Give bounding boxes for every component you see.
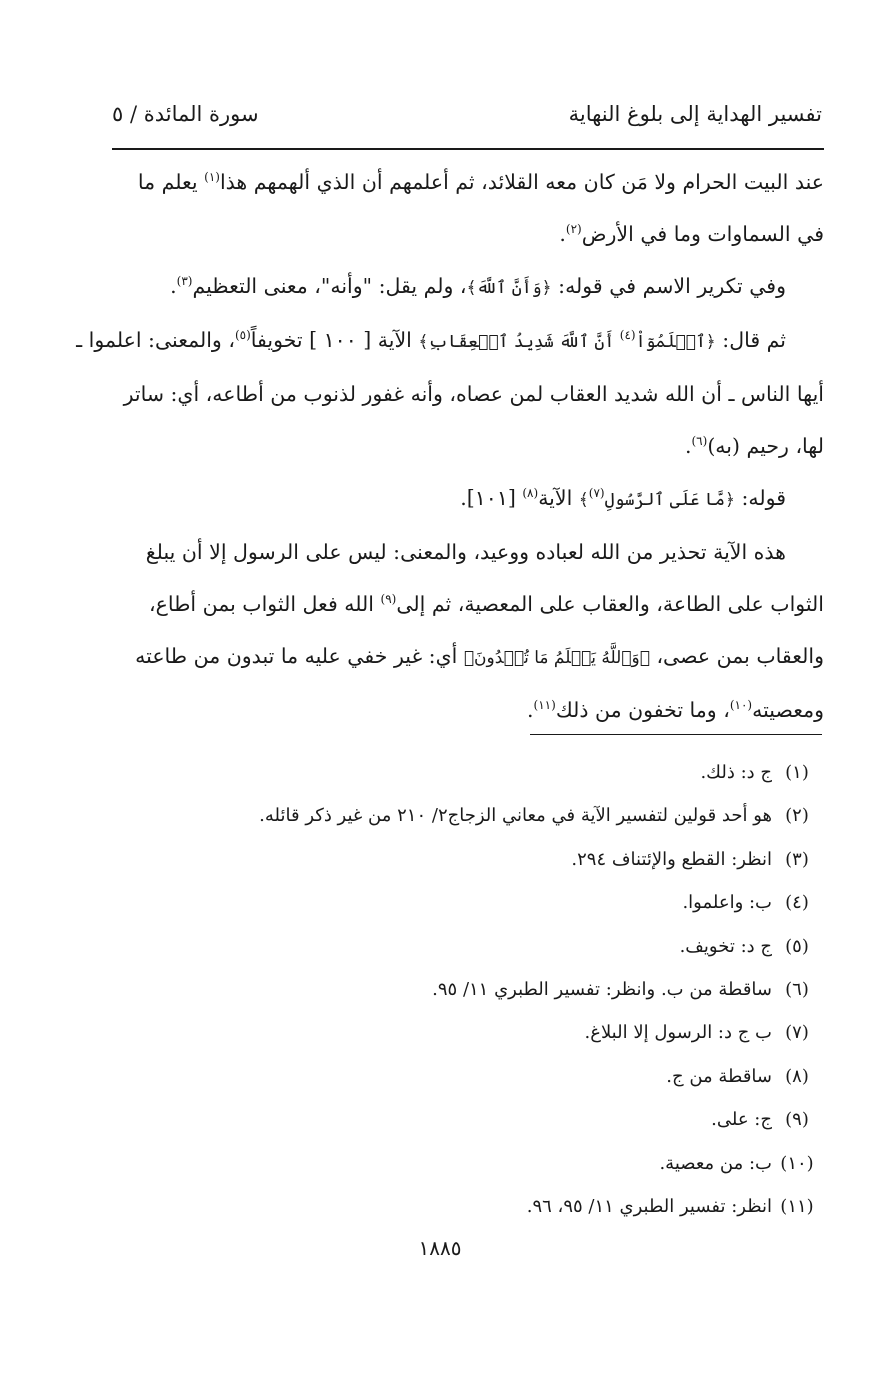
quran-verse: ﴿ٱعۡلَمُوٓاْ [635,332,716,352]
footnote-number: (٩) [785,1109,809,1131]
text-line [112,208,824,260]
header-divider [112,148,824,150]
footnote-item [102,892,822,935]
footnote-marker[interactable]: (٨) [522,486,539,501]
text-segment: [١٠١]. [460,486,523,510]
text-segment: يعلم ما [137,170,205,194]
paragraph-2 [112,260,824,314]
footnote-number: (١) [785,762,809,783]
footnote-marker[interactable]: (٤) [619,328,636,343]
text-segment: لها، رحيم (به) [707,434,824,458]
footnote-item [102,1066,822,1109]
text-segment: قوله: [734,486,786,510]
text-line [112,578,824,630]
footnote-text: ج د: ذلك. [700,762,772,783]
text-segment: الآية [538,486,579,510]
text-segment: عند البيت الحرام ولا مَن كان معه القلائد، ثم أعلمهم أن الذي ألهمهم هذا [219,170,824,194]
text-segment: أي: غير خفي عليه ما تبدون من طاعته [135,644,464,668]
text-line [112,368,824,420]
footnote-item [102,1109,822,1152]
footnote-marker[interactable]: (٦) [691,434,708,449]
footnote-item [102,1153,822,1196]
footnote-text: ج د: تخويف. [679,935,772,957]
footnote-number: (٤) [785,892,809,914]
text-segment: الله فعل الثواب بمن أطاع، [149,592,381,616]
text-segment: هذه الآية تحذير من الله لعباده ووعيد، والمعنى: ليس على الرسول إلا أن يبلغ [145,540,786,564]
footnote-text: انظر: القطع والإئتناف ٢٩٤. [571,848,772,870]
text-segment: ، وما تخفون من ذلك [555,698,730,722]
text-segment: الآية [ ١٠٠ ] تخويفاً [250,328,419,352]
text-line [76,314,824,368]
footnote-marker[interactable]: (١) [204,170,220,185]
footnote-text: ساقطة من ج. [666,1065,772,1087]
footnote-text: ب: من معصية. [659,1152,772,1174]
footnote-marker[interactable]: (٣) [176,274,193,289]
main-text [76,156,824,736]
text-segment: في السماوات وما في الأرض [581,222,824,246]
paragraph-5-continued [112,578,824,736]
quran-verse: أَنَّ ٱللَّهَ شَدِيدُ ٱلۡعِقَابِ﴾ [418,332,620,352]
surah-label: سورة المائدة / ٥ [112,102,259,126]
footnote-number: (١١) [780,1195,814,1217]
text-segment: ثم قال: [715,328,786,352]
footnote-number: (٦) [785,978,809,1000]
footnote-item [102,979,822,1022]
footnote-marker[interactable]: (١١) [533,698,556,713]
text-line [112,630,824,684]
paragraph-5 [112,526,824,578]
footnote-item [102,1196,822,1239]
text-segment: الثواب على الطاعة، والعقاب على المعصية، ثم إلى [396,592,824,616]
footnote-item [102,1022,822,1065]
footnote-marker[interactable]: (٧) [588,486,605,501]
footnote-number: (٥) [785,935,809,957]
text-segment: والعقاب بمن عصى، [649,644,824,668]
footnote-number: (٢) [785,805,809,827]
footnote-item [102,805,822,848]
text-line [112,684,824,736]
book-title: تفسير الهداية إلى بلوغ النهاية [568,102,822,126]
text-line [112,156,824,208]
text-line [112,526,824,578]
footnote-marker[interactable]: (٢) [565,222,582,237]
text-segment: وفي تكرير الاسم في قوله: [551,274,786,298]
quran-verse: ﴿وَأَنَّ ٱللَّهَ﴾ [466,278,552,298]
footnote-item [102,762,822,805]
footnote-marker[interactable]: (٥) [234,328,251,343]
footnote-number: (٣) [785,848,809,870]
text-segment: . [170,274,177,298]
paragraph-4 [112,472,824,526]
paragraph-1 [112,156,824,260]
footnote-marker[interactable]: (٩) [380,592,397,607]
footnote-text: هو أحد قولين لتفسير الآية في معاني الزجاج٢/ ٢١٠ من غير ذكر قائله. [259,805,772,827]
text-line [112,420,824,472]
footnote-text: ب: واعلموا. [682,892,772,914]
quran-verse: ﴿وَٱللَّهُ يَعۡلَمُ مَا تُبۡدُونَ﴾ [463,648,650,668]
paragraph-3-continued [112,368,824,472]
footnote-text: ب ج د: الرسول إلا البلاغ. [584,1022,772,1044]
quran-verse: ﴿مَّا عَلَى ٱلرَّسُولِ [604,490,735,510]
footnote-divider [530,734,822,735]
paragraph-3 [76,314,824,368]
text-segment: ، والمعنى: اعلموا ـ [76,328,235,352]
footnote-item [102,936,822,979]
text-segment: . [684,434,692,458]
footnote-marker[interactable]: (١٠) [729,698,753,713]
footnotes-list [102,762,822,1239]
verse-bracket: ﴾ [578,490,589,510]
page-number: ١٨٨٥ [418,1236,462,1260]
footnote-number: (١٠) [780,1152,814,1174]
text-segment: . [559,222,566,246]
running-header [112,96,822,136]
footnote-text: انظر: تفسير الطبري ١١/ ٩٥، ٩٦. [526,1195,772,1217]
text-segment: ومعصيته [752,698,824,722]
footnote-number: (٧) [785,1022,809,1044]
footnote-number: (٨) [785,1065,809,1087]
text-segment: أيها الناس ـ أن الله شديد العقاب لمن عصاه، وأنه غفور لذنوب من أطاعه، أي: ساتر [123,382,824,406]
text-segment: ، ولم يقل: "وأنه"، معنى التعظيم [192,274,467,298]
footnote-item [102,849,822,892]
footnote-text: ساقطة من ب. وانظر: تفسير الطبري ١١/ ٩٥. [432,978,772,1000]
footnote-text: ج: على. [711,1109,772,1131]
text-segment: . [527,698,534,722]
